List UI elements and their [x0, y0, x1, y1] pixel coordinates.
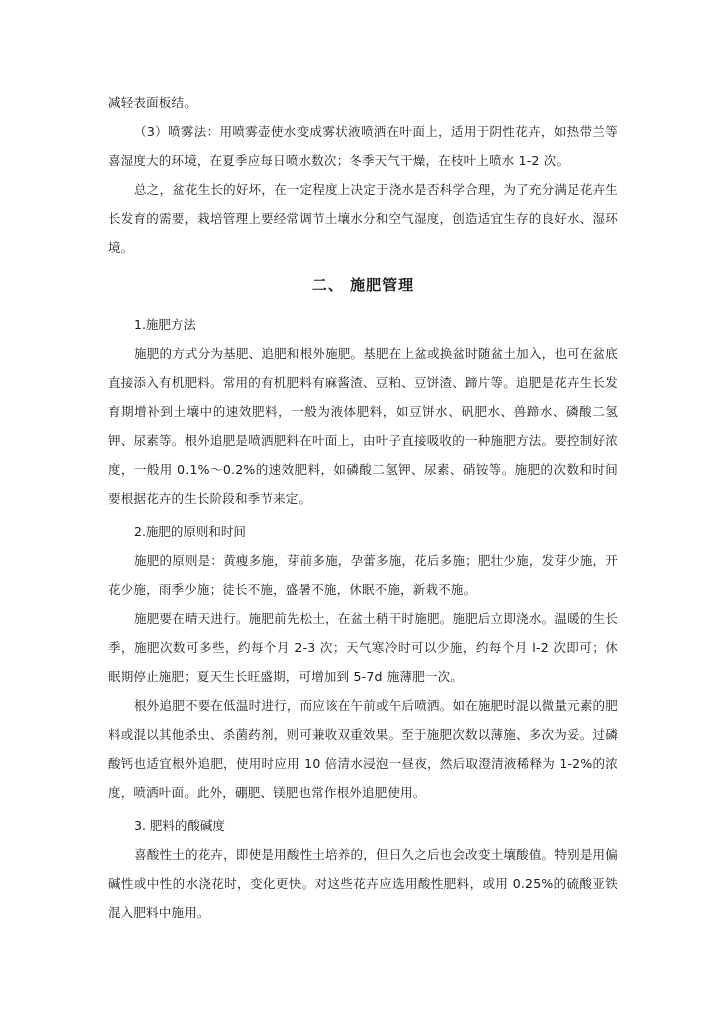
paragraph-continuation: 减轻表面板结。: [108, 95, 197, 110]
paragraph-principles: 施肥的原则是：黄瘦多施，芽前多施，孕蕾多施，花后多施；肥壮少施，发芽少施，开花少施，雨季少施；徒长不施，盛暑不施，休眠不施，新栽不施。: [108, 553, 618, 597]
paragraph-spray-method: （3）喷雾法：用喷雾壶使水变成雾状液喷洒在叶面上，适用于阴性花卉，如热带兰等喜湿度大的环境，在夏季应每日喷水数次；冬季天气干燥，在枝叶上喷水 1-2 次。: [108, 124, 618, 168]
paragraph-fertilizing-methods: 施肥的方式分为基肥、追肥和根外施肥。基肥在上盆或换盆时随盆土加入，也可在盆底直接添入有机肥料。常用的有机肥料有麻酱渣、豆粕、豆饼渣、蹄片等。追肥是花卉生长发育期增补到土壤中的速效肥料，一般为液体肥料，如豆饼水、矾肥水、兽蹄水、磷酸二氢钾、尿素等。根外追肥是喷洒肥料在叶面上，由叶子直接吸收的一种施肥方法。要控制好浓度，一般用 0.1%～0.2%的速效肥料，如磷酸二氢钾、尿素、硝铵等。施肥的次数和时间要根据花卉的生长阶段和季节来定。: [108, 346, 618, 506]
paragraph-foliar-feeding: 根外追肥不要在低温时进行，而应该在午前或午后喷洒。如在施肥时混以微量元素的肥料或混以其他杀虫、杀菌药剂，则可兼收双重效果。至于施肥次数以薄施、多次为妥。过磷酸钙也适宜根外追肥，使用时应用 10 倍清水浸泡一昼夜，然后取澄清液稀释为 1-2%的浓度，喷洒叶面。此外，硼肥、镁肥也常作根外追肥使用。: [108, 698, 618, 800]
subsection-title-acidity: 3. 肥料的酸碱度: [134, 818, 225, 833]
document-page: [108, 88, 618, 927]
paragraph-acidity: 喜酸性土的花卉，即使是用酸性土培养的，但日久之后也会改变土壤酸值。特别是用偏碱性或中性的水浇花时，变化更快。对这些花卉应选用酸性肥料，或用 0.25%的硫酸亚铁混入肥料中施用。: [108, 847, 618, 920]
subsection-title-principles-timing: 2.施肥的原则和时间: [134, 524, 246, 539]
subsection-title-fertilizing-methods: 1.施肥方法: [134, 317, 196, 332]
paragraph-timing: 施肥要在晴天进行。施肥前先松土，在盆土稍干时施肥。施肥后立即浇水。温暖的生长季，施肥次数可多些，约每个月 2-3 次；天气寒冷时可以少施，约每个月 l-2 次即可；休眠期停止施肥；夏天生长旺盛期，可增加到 5-7d 施薄肥一次。: [108, 611, 618, 684]
paragraph-summary: 总之，盆花生长的好坏，在一定程度上决定于浇水是否科学合理，为了充分满足花卉生长发育的需要，栽培管理上要经常调节土壤水分和空气湿度，创造适宜生存的良好水、湿环境。: [108, 182, 618, 255]
section-heading: 二、 施肥管理: [311, 276, 415, 294]
